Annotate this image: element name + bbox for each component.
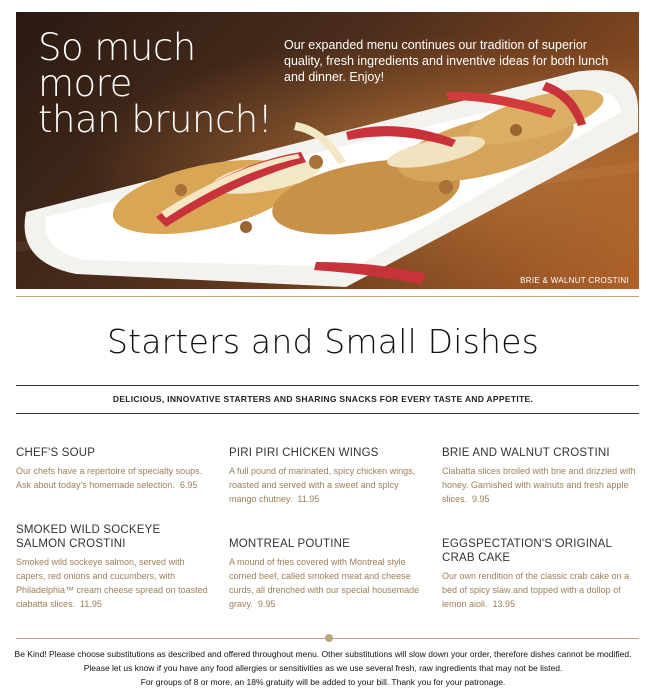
footer-notice (0, 647, 646, 689)
footer-line: Be Kind! Please choose substitutions as described and offered throughout menu. Other substitutions will slow down your order, therefore dishes cannot be modified. (14, 649, 632, 659)
dish-description: Ciabatta slices broiled with brie and drizzled with honey. Garnished with walnuts and fresh apple slices. 9.95 (442, 466, 636, 504)
dish-name: CHEF'S SOUP (16, 447, 96, 459)
hero-headline-line1: So much more (38, 26, 196, 105)
menu-item (16, 446, 212, 492)
section-title: Starters and Small Dishes (106, 322, 540, 361)
footer-ornament (325, 634, 333, 642)
dish-description: Smoked wild sockeye salmon, served with capers, red onions and cucumbers, with Philadelphia™ cream cheese spread on toasted ciabatta slices. 11.95 (16, 557, 208, 609)
hero-headline (38, 26, 288, 141)
dish-name: PIRI PIRI CHICKEN WINGS (229, 447, 379, 459)
dish-name: BRIE AND WALNUT CROSTINI (442, 447, 610, 459)
dish-name: SMOKED WILD SOCKEYE SALMON CROSTINI (16, 524, 161, 550)
dish-description: Our own rendition of the classic crab cake on a bed of spicy slaw and topped with a dollop of lemon aioli. 13.95 (442, 571, 630, 609)
dish-price: 13.95 (492, 599, 516, 609)
menu-item (16, 523, 212, 611)
dish-price: 9.95 (472, 494, 490, 504)
hero-intro-text: Our expanded menu continues our tradition of superior quality, fresh ingredients and inventive ideas for both lunch and dinner. Enjoy! (284, 38, 609, 84)
divider (16, 413, 639, 414)
hero-image (16, 12, 639, 289)
divider (16, 385, 639, 386)
hero-headline-line2: than brunch! (38, 98, 273, 141)
menu-item (229, 446, 425, 506)
dish-description: Our chefs have a repertoire of specialty soups. Ask about today's homemade selection. 6.95 (16, 466, 203, 490)
menu-item (229, 537, 425, 611)
dish-description: A mound of fries covered with Montreal style corned beef, called smoked meat and cheese curds, all drenched with our special housemade gravy. 9.95 (229, 557, 420, 609)
photo-caption: BRIE & WALNUT CROSTINI (520, 276, 629, 285)
dish-price: 11.95 (80, 599, 102, 609)
dish-price: 9.95 (257, 599, 276, 609)
divider (16, 296, 639, 297)
dish-name: EGGSPECTATION'S ORIGINAL CRAB CAKE (442, 538, 612, 564)
menu-item (442, 446, 638, 506)
footer-line: For groups of 8 or more, an 18% gratuity will be added to your bill. Thank you for your patronage. (140, 677, 506, 687)
dish-name: MONTREAL POUTINE (229, 538, 350, 550)
dish-price: 6.95 (179, 480, 198, 490)
menu-item (442, 537, 638, 611)
section-subtitle: DELICIOUS, INNOVATIVE STARTERS AND SHARING SNACKS FOR EVERY TASTE AND APPETITE. (112, 394, 534, 404)
footer-line: Please let us know if you have any food allergies or sensitivities as we use several fresh, raw ingredients that may not be listed. (83, 663, 563, 673)
dish-price: 11.95 (297, 494, 320, 504)
dish-description: A full pound of marinated, spicy chicken wings, roasted and served with a sweet and spicy mango chutney. 11.95 (229, 466, 416, 504)
